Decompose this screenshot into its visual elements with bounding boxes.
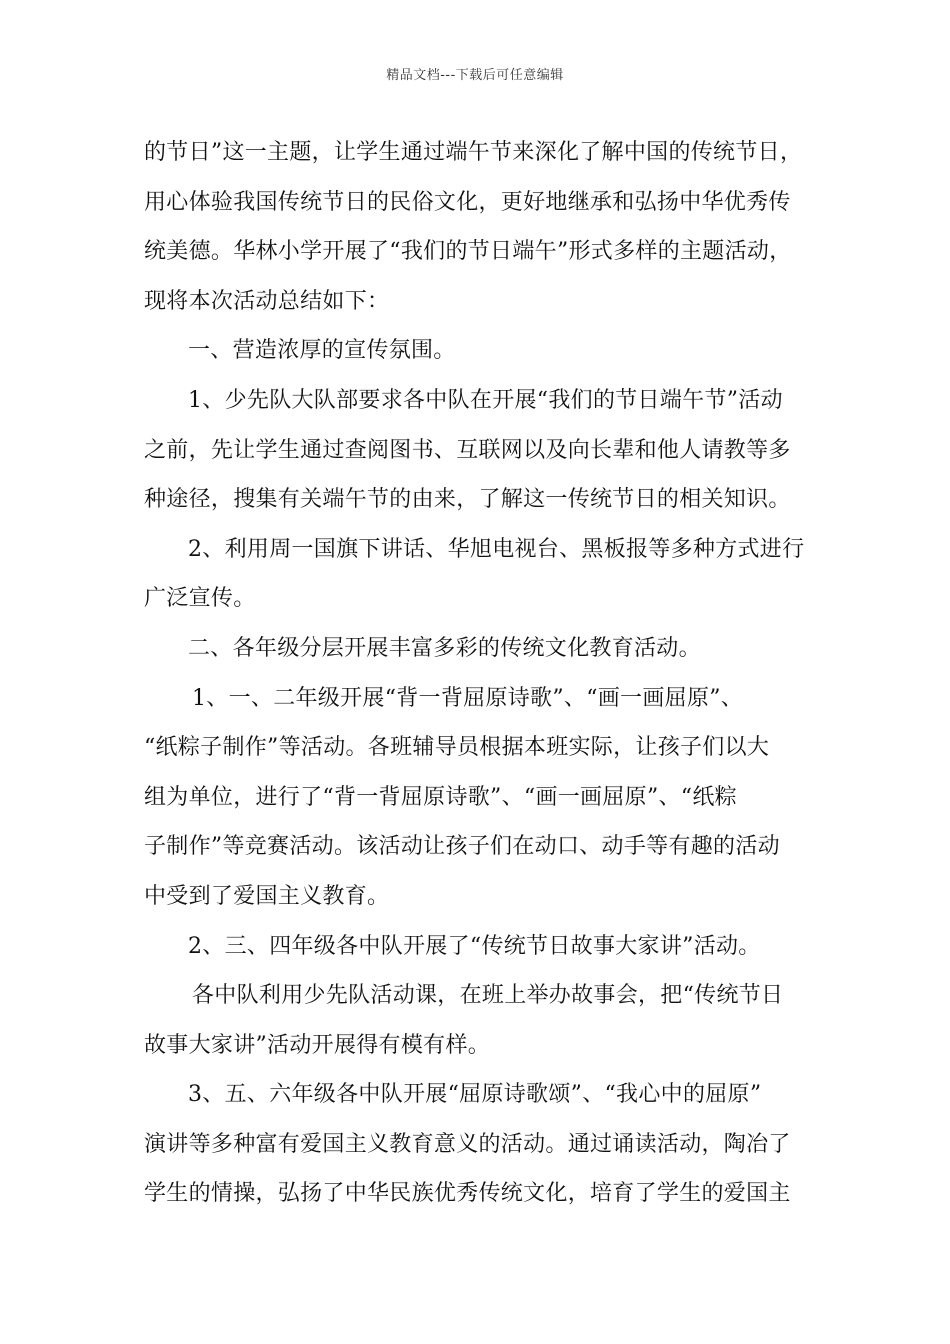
text-line: 种途径，搜集有关端午节的由来，了解这一传统节日的相关知识。: [144, 487, 791, 513]
text-line: 广泛宣传。: [144, 586, 256, 612]
page-header: 精品文档---下载后可任意编辑: [386, 68, 564, 83]
text-line: 1、一、二年级开展“背一背屈原诗歌”、“画一画屈原”、: [192, 685, 744, 711]
section-heading: 二、各年级分层开展丰富多彩的传统文化教育活动。: [188, 635, 701, 661]
text-line: 1、少先队大队部要求各中队在开展“我们的节日端午节”活动: [188, 387, 783, 413]
text-line: 的节日”这一主题，让学生通过端午节来深化了解中国的传统节日，: [144, 140, 803, 165]
text-line: 3、五、六年级各中队开展“屈原诗歌颂”、“我心中的屈原”: [188, 1082, 762, 1108]
text-line: 各中队利用少先队活动课，在班上举办故事会，把“传统节日: [192, 983, 784, 1009]
text-line: 用心体验我国传统节日的民俗文化，更好地继承和弘扬中华优秀传: [144, 189, 791, 215]
text-line: 演讲等多种富有爱国主义教育意义的活动。通过诵读活动，陶冶了: [144, 1131, 791, 1157]
text-line: 组为单位，进行了“背一背屈原诗歌”、“画一画屈原”、“纸粽: [144, 784, 737, 810]
text-line: “纸粽子制作”等活动。各班辅导员根据本班实际，让孩子们以大: [144, 735, 770, 761]
text-line: 2、三、四年级各中队开展了“传统节日故事大家讲”活动。: [188, 933, 761, 959]
section-heading: 一、营造浓厚的宣传氛围。: [188, 338, 456, 364]
text-line: 中受到了爱国主义教育。: [144, 883, 390, 909]
document-body: [144, 128, 816, 1219]
text-line: 学生的情操，弘扬了中华民族优秀传统文化，培育了学生的爱国主: [144, 1181, 791, 1207]
text-line: 之前，先让学生通过查阅图书、互联网以及向长辈和他人请教等多: [144, 437, 791, 463]
text-line: 现将本次活动总结如下：: [144, 288, 390, 314]
text-line: 故事大家讲”活动开展得有模有样。: [144, 1032, 491, 1058]
text-line: 2、利用周一国旗下讲话、华旭电视台、黑板报等多种方式进行: [188, 536, 805, 562]
text-line: 子制作”等竞赛活动。该活动让孩子们在动口、动手等有趣的活动: [144, 834, 780, 860]
text-line: 统美德。华林小学开展了“我们的节日端午”形式多样的主题活动，: [144, 239, 792, 265]
